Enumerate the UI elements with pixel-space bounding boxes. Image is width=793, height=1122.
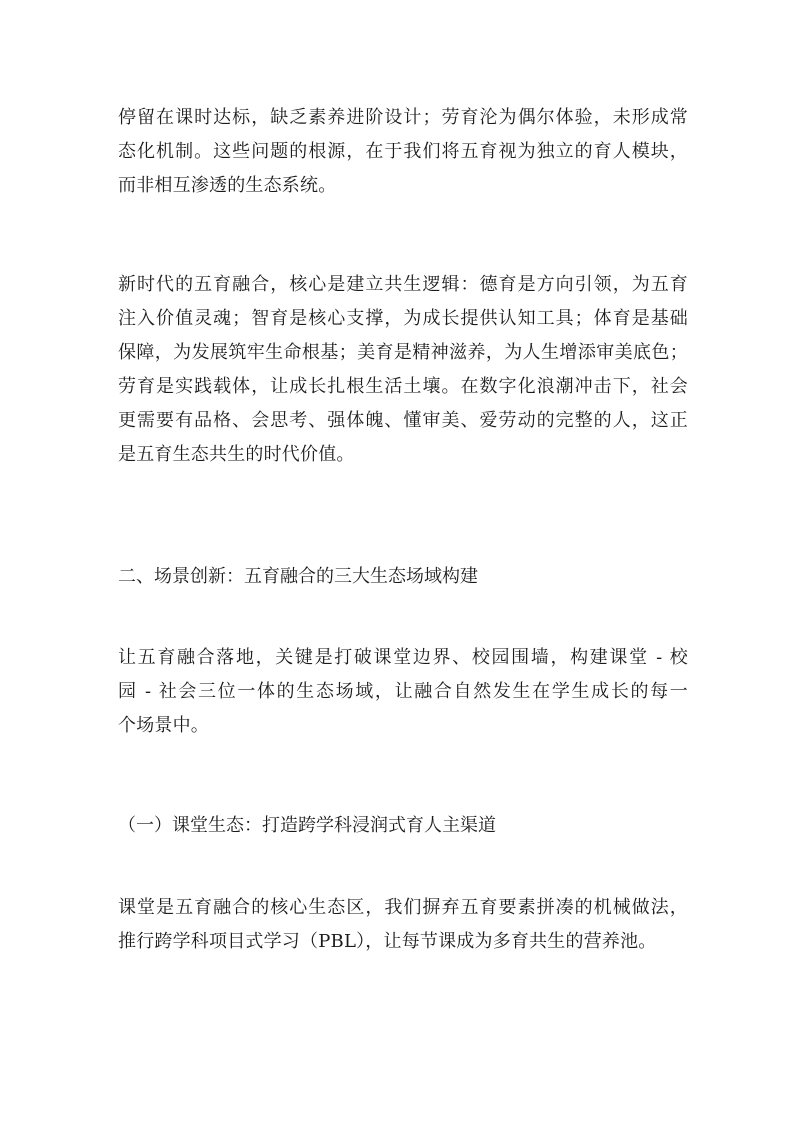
section-heading-scene-innovation: 二、场景创新：五育融合的三大生态场域构建 <box>118 566 478 587</box>
text-line: 是五育生态共生的时代价值。 <box>118 444 355 465</box>
subsection-heading-classroom-ecology: （一）课堂生态：打造跨学科浸润式育人主渠道 <box>118 815 496 836</box>
text-line: 劳育是实践载体，让成长扎根生活土壤。在数字化浪潮冲击下，社会 <box>118 376 688 397</box>
text-line: 推行跨学科项目式学习（PBL），让每节课成为多育共生的营养池。 <box>118 931 657 952</box>
text-line: 停留在课时达标，缺乏素养进阶设计；劳育沦为偶尔体验，未形成常 <box>118 107 688 128</box>
paragraph-symbiosis-logic <box>118 268 688 472</box>
text-line: 注入价值灵魂；智育是核心支撑，为成长提供认知工具；体育是基础 <box>118 308 688 329</box>
text-line: 让五育融合落地，关键是打破课堂边界、校园围墙，构建课堂 - 校 <box>118 647 688 668</box>
paragraph-classroom-core <box>118 891 688 959</box>
text-line: 园 - 社会三位一体的生态场域，让融合自然发生在学生成长的每一 <box>118 681 688 702</box>
text-line: 保障，为发展筑牢生命根基；美育是精神滋养，为人生增添审美底色； <box>118 342 688 363</box>
paragraph-field-construction <box>118 641 688 743</box>
paragraph-problem-roots <box>118 101 688 203</box>
text-line: 新时代的五育融合，核心是建立共生逻辑：德育是方向引领，为五育 <box>118 274 688 295</box>
text-line: 更需要有品格、会思考、强体魄、懂审美、爱劳动的完整的人，这正 <box>118 410 688 431</box>
text-line: 而非相互渗透的生态系统。 <box>118 175 337 196</box>
text-line: 态化机制。这些问题的根源，在于我们将五育视为独立的育人模块， <box>118 141 688 162</box>
text-line: 课堂是五育融合的核心生态区，我们摒弃五育要素拼凑的机械做法， <box>118 897 688 918</box>
text-line: 个场景中。 <box>118 715 209 736</box>
